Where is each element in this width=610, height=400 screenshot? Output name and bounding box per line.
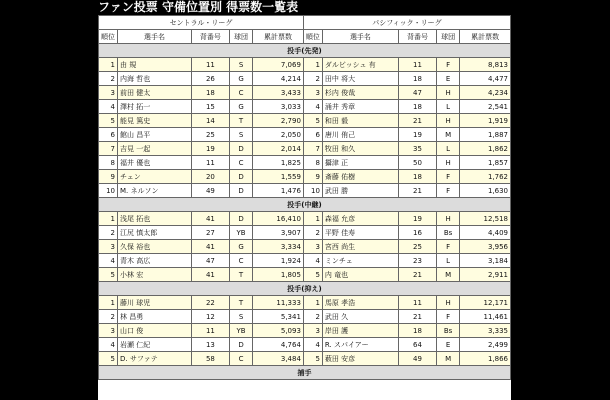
pacific-uniform-number: 25	[398, 240, 436, 254]
central-votes: 1,825	[253, 156, 304, 170]
rank-cell: 4	[99, 100, 118, 114]
pacific-uniform-number: 19	[398, 128, 436, 142]
central-uniform-number: 41	[191, 212, 229, 226]
central-team: T	[229, 114, 252, 128]
rank-cell: 3	[99, 324, 118, 338]
rank-cell: 10	[303, 184, 322, 198]
table-row	[99, 170, 511, 184]
header-votes: 累計票数	[253, 30, 304, 44]
page-title: ファン投票 守備位置別 得票数一覧表	[98, 0, 299, 14]
pacific-votes: 2,541	[460, 100, 511, 114]
pacific-votes: 1,919	[460, 114, 511, 128]
central-team: G	[229, 240, 252, 254]
table-row	[99, 226, 511, 240]
pacific-votes: 1,862	[460, 142, 511, 156]
central-player-name: 由 規	[118, 58, 192, 72]
rank-cell: 3	[303, 240, 322, 254]
central-team: S	[229, 310, 252, 324]
pacific-team: H	[436, 212, 459, 226]
central-votes: 4,764	[253, 338, 304, 352]
central-votes: 3,033	[253, 100, 304, 114]
central-player-name: 館山 昌平	[118, 128, 192, 142]
pacific-votes: 3,956	[460, 240, 511, 254]
central-team: T	[229, 268, 252, 282]
central-uniform-number: 25	[191, 128, 229, 142]
central-player-name: 小林 宏	[118, 268, 192, 282]
vote-table-sheet	[98, 15, 511, 400]
rank-cell: 3	[99, 86, 118, 100]
rank-cell: 1	[303, 212, 322, 226]
central-team: D	[229, 212, 252, 226]
pacific-votes: 8,813	[460, 58, 511, 72]
central-player-name: 岩瀬 仁紀	[118, 338, 192, 352]
central-votes: 1,559	[253, 170, 304, 184]
pacific-uniform-number: 21	[398, 310, 436, 324]
header-votes: 累計票数	[460, 30, 511, 44]
table-row	[99, 156, 511, 170]
pacific-uniform-number: 11	[398, 296, 436, 310]
table-row	[99, 114, 511, 128]
pacific-team: E	[436, 72, 459, 86]
table-row	[99, 142, 511, 156]
central-team: C	[229, 156, 252, 170]
central-team: D	[229, 184, 252, 198]
pacific-uniform-number: 18	[398, 100, 436, 114]
pacific-player-name: 田中 将大	[322, 72, 398, 86]
pacific-team: H	[436, 156, 459, 170]
central-uniform-number: 49	[191, 184, 229, 198]
pacific-team: F	[436, 240, 459, 254]
central-uniform-number: 15	[191, 100, 229, 114]
central-team: S	[229, 128, 252, 142]
table-row	[99, 310, 511, 324]
table-row	[99, 86, 511, 100]
pacific-team: H	[436, 296, 459, 310]
rank-cell: 2	[303, 226, 322, 240]
central-votes: 5,093	[253, 324, 304, 338]
pacific-player-name: 武田 久	[322, 310, 398, 324]
pacific-player-name: 斎藤 佑樹	[322, 170, 398, 184]
pacific-votes: 1,630	[460, 184, 511, 198]
table-row	[99, 184, 511, 198]
central-league-header: セントラル・リーグ	[99, 16, 304, 30]
pacific-uniform-number: 18	[398, 72, 436, 86]
header-team: 球団	[436, 30, 459, 44]
central-votes: 1,476	[253, 184, 304, 198]
central-player-name: 内海 哲也	[118, 72, 192, 86]
central-player-name: 前田 健太	[118, 86, 192, 100]
pacific-player-name: 馬原 孝浩	[322, 296, 398, 310]
rank-cell: 1	[99, 212, 118, 226]
central-team: T	[229, 296, 252, 310]
pacific-uniform-number: 18	[398, 170, 436, 184]
central-player-name: 青木 高広	[118, 254, 192, 268]
central-team: D	[229, 170, 252, 184]
central-votes: 16,410	[253, 212, 304, 226]
rank-cell: 1	[303, 58, 322, 72]
table-row	[99, 352, 511, 366]
pacific-team: F	[436, 58, 459, 72]
central-votes: 11,333	[253, 296, 304, 310]
section-header-row	[99, 198, 511, 212]
pacific-player-name: ミンチェ	[322, 254, 398, 268]
vote-table	[98, 15, 511, 380]
central-player-name: 澤村 拓一	[118, 100, 192, 114]
central-uniform-number: 41	[191, 240, 229, 254]
rank-cell: 2	[99, 72, 118, 86]
section-title: 投手(抑え)	[99, 282, 511, 296]
pacific-player-name: 森福 允彦	[322, 212, 398, 226]
pacific-player-name: 薮田 安彦	[322, 352, 398, 366]
central-votes: 2,790	[253, 114, 304, 128]
rank-cell: 2	[303, 310, 322, 324]
rank-cell: 1	[99, 296, 118, 310]
pacific-votes: 12,518	[460, 212, 511, 226]
central-votes: 3,433	[253, 86, 304, 100]
central-votes: 3,484	[253, 352, 304, 366]
pacific-uniform-number: 11	[398, 58, 436, 72]
central-team: YB	[229, 226, 252, 240]
header-rank: 順位	[303, 30, 322, 44]
table-row	[99, 212, 511, 226]
central-player-name: M. ネルソン	[118, 184, 192, 198]
central-uniform-number: 11	[191, 156, 229, 170]
pacific-team: Bs	[436, 226, 459, 240]
central-player-name: D. サファテ	[118, 352, 192, 366]
central-uniform-number: 27	[191, 226, 229, 240]
rank-cell: 8	[99, 156, 118, 170]
table-row	[99, 254, 511, 268]
rank-cell: 4	[99, 254, 118, 268]
pacific-player-name: ダルビッシュ 有	[322, 58, 398, 72]
central-team: D	[229, 142, 252, 156]
pacific-player-name: 牧田 和久	[322, 142, 398, 156]
table-row	[99, 240, 511, 254]
central-votes: 1,805	[253, 268, 304, 282]
rank-cell: 5	[303, 352, 322, 366]
central-team: S	[229, 58, 252, 72]
central-team: C	[229, 352, 252, 366]
pacific-votes: 1,857	[460, 156, 511, 170]
pacific-player-name: 武田 勝	[322, 184, 398, 198]
rank-cell: 6	[99, 128, 118, 142]
section-title: 投手(中継)	[99, 198, 511, 212]
section-header-row	[99, 366, 511, 380]
central-votes: 2,014	[253, 142, 304, 156]
pacific-votes: 1,887	[460, 128, 511, 142]
pacific-team: L	[436, 142, 459, 156]
rank-cell: 10	[99, 184, 118, 198]
table-row	[99, 338, 511, 352]
central-team: D	[229, 338, 252, 352]
pacific-votes: 4,409	[460, 226, 511, 240]
pacific-uniform-number: 21	[398, 268, 436, 282]
central-uniform-number: 13	[191, 338, 229, 352]
header-name: 選手名	[118, 30, 192, 44]
central-votes: 3,907	[253, 226, 304, 240]
rank-cell: 1	[303, 296, 322, 310]
table-row	[99, 72, 511, 86]
table-row	[99, 128, 511, 142]
table-row	[99, 324, 511, 338]
central-uniform-number: 58	[191, 352, 229, 366]
central-team: YB	[229, 324, 252, 338]
pacific-votes: 2,911	[460, 268, 511, 282]
pacific-votes: 12,171	[460, 296, 511, 310]
table-row	[99, 296, 511, 310]
league-header-row	[99, 16, 511, 30]
pacific-team: Bs	[436, 324, 459, 338]
central-uniform-number: 47	[191, 254, 229, 268]
table-row	[99, 268, 511, 282]
rank-cell: 7	[99, 142, 118, 156]
vote-table-body	[99, 44, 511, 380]
pacific-votes: 1,762	[460, 170, 511, 184]
pacific-player-name: 内 竜也	[322, 268, 398, 282]
pacific-uniform-number: 50	[398, 156, 436, 170]
central-uniform-number: 22	[191, 296, 229, 310]
pacific-team: F	[436, 310, 459, 324]
pacific-player-name: 攝津 正	[322, 156, 398, 170]
central-votes: 2,050	[253, 128, 304, 142]
pacific-votes: 4,234	[460, 86, 511, 100]
rank-cell: 5	[99, 114, 118, 128]
pacific-uniform-number: 21	[398, 114, 436, 128]
central-team: G	[229, 72, 252, 86]
pacific-team: M	[436, 268, 459, 282]
column-header-row	[99, 30, 511, 44]
pacific-votes: 3,184	[460, 254, 511, 268]
pacific-team: H	[436, 86, 459, 100]
rank-cell: 5	[99, 352, 118, 366]
central-uniform-number: 14	[191, 114, 229, 128]
central-player-name: 藤川 球児	[118, 296, 192, 310]
pacific-team: F	[436, 170, 459, 184]
pacific-uniform-number: 23	[398, 254, 436, 268]
central-uniform-number: 19	[191, 142, 229, 156]
rank-cell: 3	[303, 86, 322, 100]
header-name: 選手名	[322, 30, 398, 44]
pacific-league-header: パシフィック・リーグ	[303, 16, 510, 30]
section-header-row	[99, 44, 511, 58]
central-team: C	[229, 254, 252, 268]
section-header-row	[99, 282, 511, 296]
pacific-votes: 1,866	[460, 352, 511, 366]
pacific-player-name: 宮西 尚生	[322, 240, 398, 254]
rank-cell: 6	[303, 128, 322, 142]
central-player-name: 福井 優也	[118, 156, 192, 170]
table-row	[99, 58, 511, 72]
header-rank: 順位	[99, 30, 118, 44]
section-title: 捕手	[99, 366, 511, 380]
central-votes: 5,341	[253, 310, 304, 324]
central-uniform-number: 11	[191, 324, 229, 338]
pacific-team: H	[436, 114, 459, 128]
pacific-uniform-number: 35	[398, 142, 436, 156]
table-row	[99, 100, 511, 114]
rank-cell: 7	[303, 142, 322, 156]
pacific-uniform-number: 16	[398, 226, 436, 240]
central-player-name: チェン	[118, 170, 192, 184]
rank-cell: 5	[303, 114, 322, 128]
central-player-name: 久保 裕也	[118, 240, 192, 254]
pacific-uniform-number: 21	[398, 184, 436, 198]
central-uniform-number: 18	[191, 86, 229, 100]
rank-cell: 9	[99, 170, 118, 184]
pacific-player-name: 和田 毅	[322, 114, 398, 128]
central-uniform-number: 41	[191, 268, 229, 282]
pacific-votes: 11,461	[460, 310, 511, 324]
rank-cell: 4	[303, 100, 322, 114]
pacific-player-name: 涌井 秀章	[322, 100, 398, 114]
rank-cell: 9	[303, 170, 322, 184]
central-team: C	[229, 86, 252, 100]
central-player-name: 江尻 慎太郎	[118, 226, 192, 240]
pacific-player-name: 杉内 俊哉	[322, 86, 398, 100]
rank-cell: 8	[303, 156, 322, 170]
pacific-uniform-number: 19	[398, 212, 436, 226]
central-uniform-number: 12	[191, 310, 229, 324]
central-player-name: 吉見 一起	[118, 142, 192, 156]
rank-cell: 2	[303, 72, 322, 86]
rank-cell: 4	[303, 338, 322, 352]
rank-cell: 4	[99, 338, 118, 352]
central-votes: 7,069	[253, 58, 304, 72]
pacific-player-name: 唐川 侑己	[322, 128, 398, 142]
rank-cell: 5	[99, 268, 118, 282]
header-number: 背番号	[398, 30, 436, 44]
pacific-team: M	[436, 128, 459, 142]
rank-cell: 3	[99, 240, 118, 254]
central-player-name: 林 昌勇	[118, 310, 192, 324]
central-player-name: 浅尾 拓也	[118, 212, 192, 226]
rank-cell: 4	[303, 254, 322, 268]
rank-cell: 2	[99, 226, 118, 240]
header-team: 球団	[229, 30, 252, 44]
central-votes: 3,334	[253, 240, 304, 254]
pacific-votes: 4,477	[460, 72, 511, 86]
pacific-uniform-number: 49	[398, 352, 436, 366]
central-uniform-number: 20	[191, 170, 229, 184]
pacific-player-name: 平野 佳寿	[322, 226, 398, 240]
pacific-team: L	[436, 254, 459, 268]
pacific-team: L	[436, 100, 459, 114]
central-player-name: 能見 篤史	[118, 114, 192, 128]
pacific-votes: 3,335	[460, 324, 511, 338]
pacific-uniform-number: 64	[398, 338, 436, 352]
pacific-team: F	[436, 184, 459, 198]
central-team: G	[229, 100, 252, 114]
pacific-player-name: 岸田 護	[322, 324, 398, 338]
rank-cell: 5	[303, 268, 322, 282]
central-votes: 1,924	[253, 254, 304, 268]
central-uniform-number: 26	[191, 72, 229, 86]
central-votes: 4,214	[253, 72, 304, 86]
central-uniform-number: 11	[191, 58, 229, 72]
rank-cell: 3	[303, 324, 322, 338]
pacific-team: E	[436, 338, 459, 352]
header-number: 背番号	[191, 30, 229, 44]
central-player-name: 山口 俊	[118, 324, 192, 338]
pacific-uniform-number: 47	[398, 86, 436, 100]
pacific-player-name: R. スパイアー	[322, 338, 398, 352]
rank-cell: 1	[99, 58, 118, 72]
rank-cell: 2	[99, 310, 118, 324]
pacific-votes: 2,499	[460, 338, 511, 352]
pacific-team: M	[436, 352, 459, 366]
pacific-uniform-number: 18	[398, 324, 436, 338]
section-title: 投手(先発)	[99, 44, 511, 58]
